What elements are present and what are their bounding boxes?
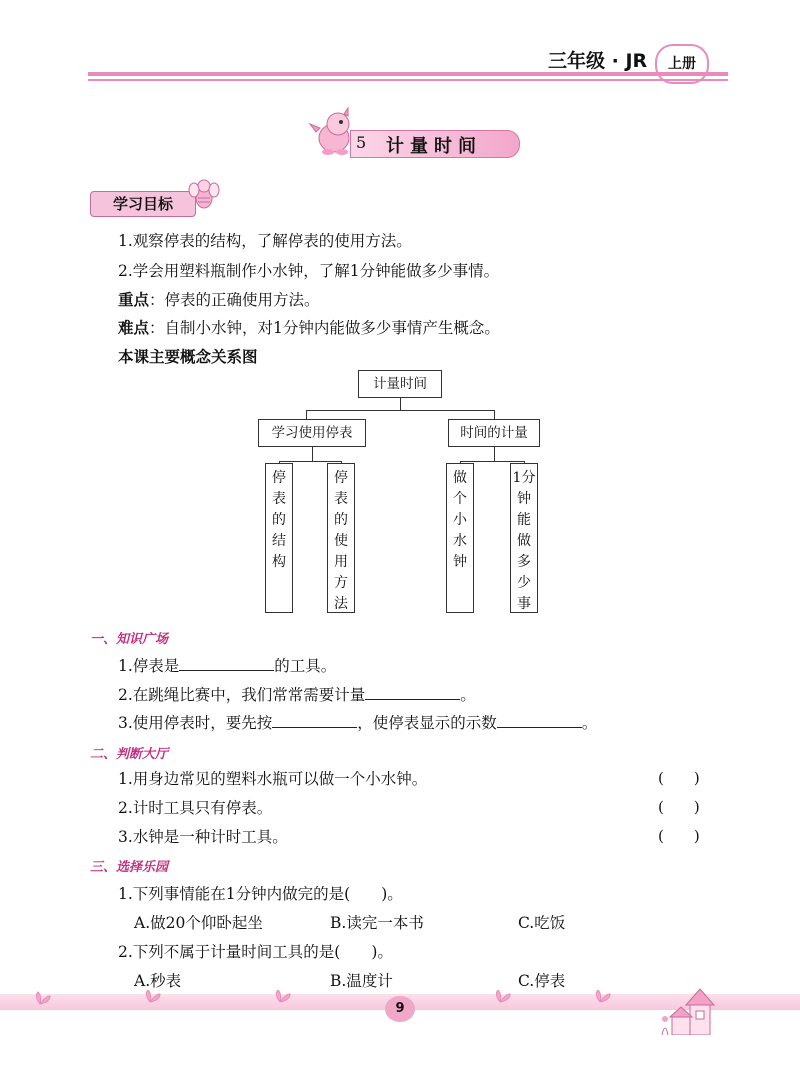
lesson-title: 计量时间 (386, 136, 482, 157)
concept-leaf-2: 停表的使用方法 (327, 463, 355, 613)
choice-question-2: 2.下列不属于计量时间工具的是( )。 (118, 943, 393, 961)
key-point (118, 288, 320, 310)
grade-label: 三年级 · JR (548, 50, 648, 72)
volume-badge: 上册 (655, 44, 709, 84)
choice-option-a[interactable]: A.做20个仰卧起坐 (134, 914, 263, 932)
answer-blank[interactable] (179, 656, 274, 671)
connector (400, 398, 401, 410)
connector (312, 447, 313, 461)
choice-option-c[interactable]: C.吃饭 (518, 914, 566, 932)
key-point-label: 重点 (118, 291, 150, 309)
section-knowledge-title: 一、知识广场 (90, 632, 169, 647)
choice-option-c[interactable]: C.停表 (518, 972, 566, 990)
choice-option-b[interactable]: B.读完一本书 (330, 914, 424, 932)
difficulty-point (118, 316, 500, 338)
house-tower-icon (660, 985, 740, 1035)
judge-item-3: 3.水钟是一种计时工具。 (118, 828, 288, 846)
fill-question-2 (118, 683, 476, 705)
key-point-text: ：停表的正确使用方法。 (149, 291, 320, 309)
choice-question-1: 1.下列事情能在1分钟内做完的是( )。 (118, 885, 403, 903)
connector (460, 461, 524, 462)
judge-answer-3[interactable]: ( ) (658, 827, 700, 845)
q3-text-a: 3.使用停表时，要先按 (118, 714, 273, 732)
judge-answer-1[interactable]: ( ) (658, 769, 700, 787)
concept-map-title: 本课主要概念关系图 (118, 348, 258, 366)
choice-option-a[interactable]: A.秒表 (134, 972, 182, 990)
judge-item-2: 2.计时工具只有停表。 (118, 799, 273, 817)
q1-text-b: 的工具。 (274, 657, 337, 675)
lesson-number: 5 (356, 133, 367, 152)
goal-item-2: 2.学会用塑料瓶制作小水钟，了解1分钟能做多少事情。 (118, 262, 500, 280)
section-choice-title: 三、选择乐园 (90, 860, 169, 875)
concept-right-box: 时间的计量 (448, 419, 540, 447)
answer-blank[interactable] (365, 685, 460, 700)
connector (306, 410, 307, 419)
learning-goals-badge: 学习目标 (90, 191, 196, 217)
fill-question-3 (118, 711, 597, 733)
q2-text-a: 2.在跳绳比赛中，我们常常需要计量 (118, 686, 366, 704)
header-rule (88, 72, 728, 76)
concept-leaf-4: 1分钟能做多少事 (510, 463, 538, 613)
judge-item-1: 1.用身边常见的塑料水瓶可以做一个小水钟。 (118, 770, 428, 788)
answer-blank[interactable] (272, 713, 357, 728)
judge-answer-2[interactable]: ( ) (658, 798, 700, 816)
fill-question-1 (118, 654, 336, 676)
connector (279, 461, 341, 462)
choice-option-b[interactable]: B.温度计 (330, 972, 393, 990)
q1-text-a: 1.停表是 (118, 657, 180, 675)
answer-blank[interactable] (497, 713, 582, 728)
q2-text-b: 。 (460, 686, 476, 704)
q3-text-c: 。 (581, 714, 598, 732)
page-number: 9 (385, 996, 415, 1022)
q3-text-b: ，使停表显示的示数 (357, 714, 497, 732)
concept-leaf-3: 做个小水钟 (446, 463, 474, 613)
difficulty-label: 难点 (118, 319, 150, 337)
connector (494, 447, 495, 461)
goal-item-1: 1.观察停表的结构，了解停表的使用方法。 (118, 232, 412, 250)
header-rule-thin (88, 79, 728, 81)
connector (306, 410, 494, 411)
concept-left-box: 学习使用停表 (258, 419, 366, 447)
connector (494, 410, 495, 419)
concept-leaf-1: 停表的结构 (265, 463, 293, 613)
concept-root-box: 计量时间 (358, 370, 442, 398)
bee-icon (188, 176, 220, 210)
section-judgement-title: 二、判断大厅 (90, 747, 169, 762)
difficulty-text: ：自制小水钟，对1分钟内能做多少事情产生概念。 (149, 319, 500, 337)
